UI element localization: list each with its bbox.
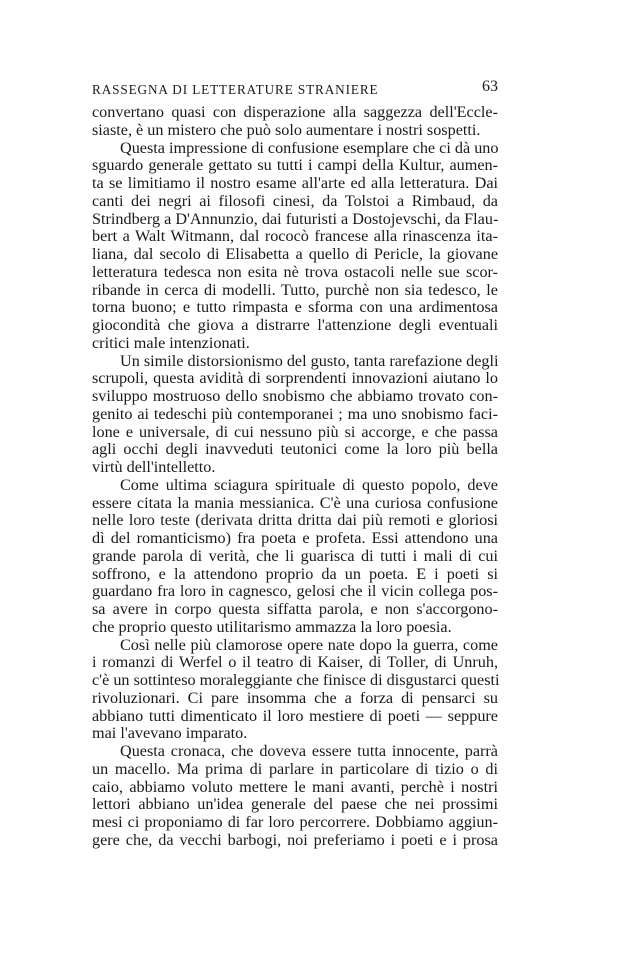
text-line: siaste, è un mistero che può solo aumentare i nostri sospetti. — [92, 120, 481, 139]
text-line: caio, abbiamo voluto mettere le mani avanti, perchè i nostri — [92, 777, 498, 796]
text-line: convertano quasi con disperazione alla saggezza dell'Eccle- — [92, 103, 498, 121]
text-line: rivoluzionari. Ci pare insomma che a forza di pensarci su — [92, 688, 498, 707]
text-line: genito ai tedeschi più contemporanei ; ma uno snobismo faci- — [92, 404, 498, 423]
text-line: dì del romanticismo) fra poeta e profeta. Essi attendono una — [92, 529, 498, 547]
text-line: ribande in cerca di modelli. Tutto, purchè non sia tedesco, le — [92, 280, 498, 299]
paragraph — [92, 743, 498, 850]
text-line: scrupoli, questa avidità di sorprendenti innovazioni aiutano lo — [92, 369, 498, 388]
text-line: critici male intenzionati. — [92, 333, 250, 352]
text-line: Come ultima sciagura spirituale di questo popolo, deve — [120, 475, 498, 494]
text-line: gere che, da vecchi barbogi, noi preferiamo i poeti e i prosa — [92, 830, 498, 849]
text-line: agli occhi degli inavveduti teutonici come la loro più bella — [92, 440, 498, 459]
running-header — [92, 78, 498, 98]
text-line: Questa cronaca, che doveva essere tutta innocente, parrà — [120, 742, 498, 760]
text-line: Così nelle più clamorose opere nate dopo la guerra, come — [120, 635, 498, 654]
text-line: Questa impressione di confusione esemplare che ci dà uno — [120, 138, 499, 157]
paragraph — [92, 353, 498, 477]
text-line: i romanzi di Werfel o il teatro di Kaiser, di Toller, di Unruh, — [92, 653, 498, 672]
text-line: ta se limitiamo il nostro esame all'arte ed alla letteratura. Dai — [92, 174, 498, 192]
text-line: grande parola di verità, che li guarisca di tutti i mali di cui — [92, 546, 498, 565]
text-line: lettori abbiano un'idea generale del paese che nei prossimi — [92, 795, 498, 814]
text-line: essere citata la mania messianica. C'è una curiosa confusione — [92, 493, 498, 512]
text-line: sguardo generale gettato su tutti i campi della Kultur, aumen- — [92, 156, 498, 175]
text-line: un macello. Ma prima di parlare in particolare di tizio o di — [92, 759, 498, 778]
paragraph — [92, 637, 498, 744]
text-line: soffrono, e la attendono proprio da un poeta. E i poeti si — [92, 564, 498, 583]
text-line: bert a Walt Witmann, dal rococò francese alla rinascenza ita- — [92, 227, 498, 246]
page-body — [92, 104, 498, 850]
text-line: che proprio questo utilitarismo ammazza la loro poesia. — [92, 617, 452, 636]
text-line: nelle loro teste (derivata dritta dritta dai più remoti e gloriosi — [92, 511, 498, 530]
text-line: mesi ci proponiamo di far loro percorrere. Dobbiamo aggiun- — [92, 813, 498, 831]
running-title: RASSEGNA DI LETTERATURE STRANIERE — [92, 82, 379, 97]
text-line: guardano fra loro in cagnesco, gelosi che il vicin collega pos- — [92, 582, 498, 601]
text-line: abbiano tutti dimenticato il loro mestiere di poeti — seppure — [92, 706, 498, 725]
text-line: c'è un sottinteso moraleggiante che finisce di disgustarci questi — [92, 671, 500, 689]
text-line: Strindberg a D'Annunzio, dai futuristi a Dostojevschi, da Flau- — [92, 209, 499, 228]
paragraph — [92, 140, 498, 353]
text-line: Un simile distorsionismo del gusto, tanta rarefazione degli — [120, 351, 499, 370]
text-line: virtù dell'intelletto. — [92, 458, 216, 476]
text-line: lone e universale, di cui nessuno più si accorge, e che passa — [92, 422, 498, 441]
text-line: letteratura tedesca non esita nè trova ostacoli nelle sue scor- — [92, 262, 498, 281]
paragraph — [92, 477, 498, 637]
text-line: mai l'avevano imparato. — [92, 724, 248, 743]
text-line: sviluppo mostruoso dello snobismo che abbiamo trovato con- — [92, 387, 498, 405]
text-line: giocondità che giova a distrarre l'attenzione degli eventuali — [92, 316, 498, 334]
paragraph — [92, 104, 498, 140]
page-number: 63 — [482, 78, 498, 95]
text-line: sa avere in corpo questa siffatta parola, e non s'accorgono- — [92, 600, 498, 618]
text-line: canti dei negri ai filosofi cinesi, da Tolstoi a Rimbaud, da — [92, 191, 498, 210]
text-line: torna buono; e tutto rimpasta e sforma con una ardimentosa — [92, 298, 498, 317]
text-line: liana, dal secolo di Elisabetta a quello di Pericle, la giovane — [92, 245, 498, 263]
